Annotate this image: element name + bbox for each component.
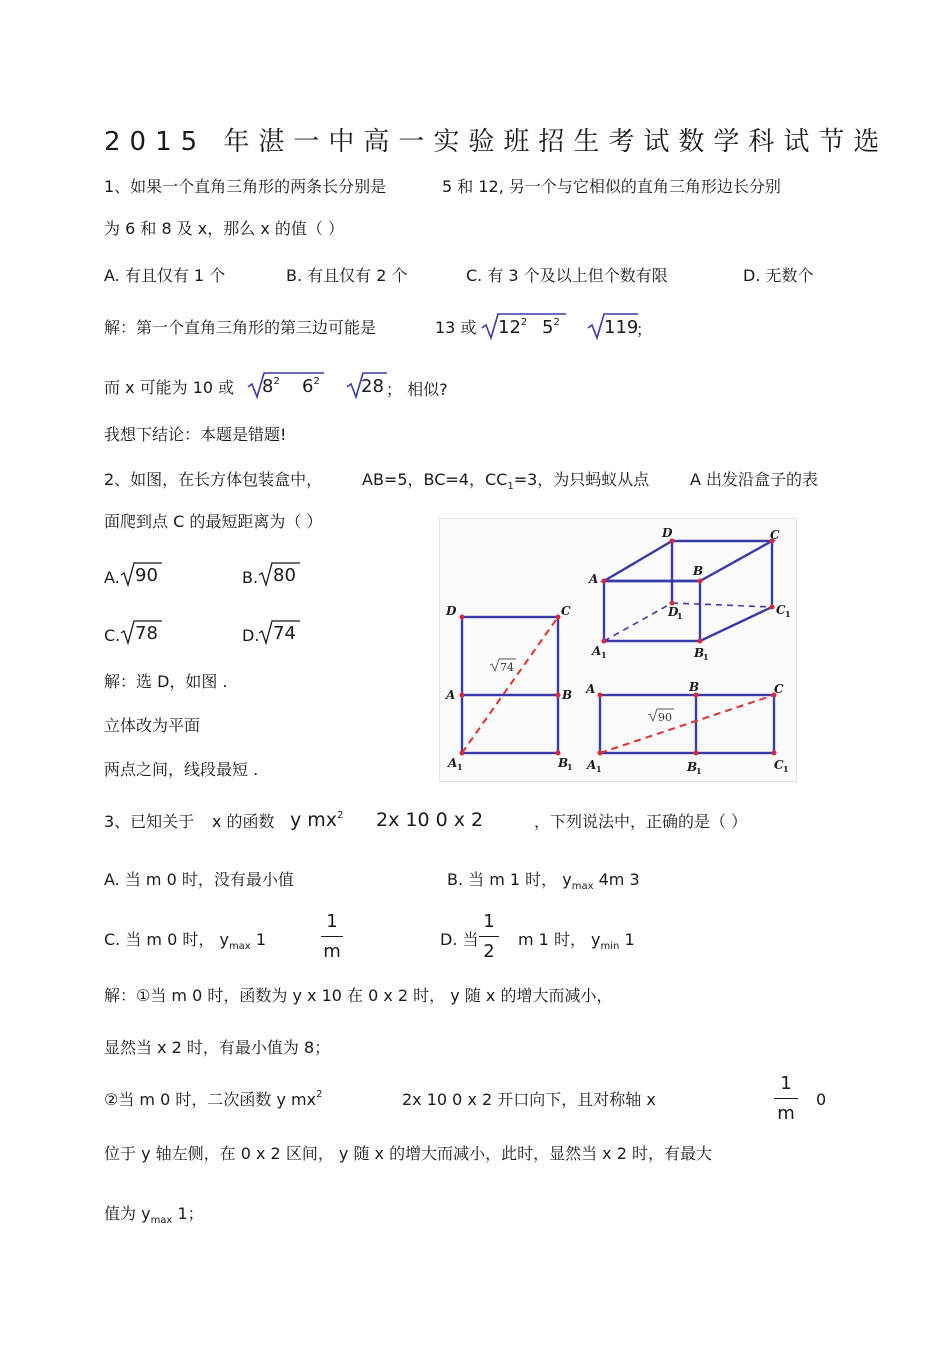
q3-solution-line2: 显然当 x 2 时，有最小值为 8； — [104, 1038, 331, 1057]
q3-solution-line5: 值为 $y_{max}$ 1； — [104, 1204, 204, 1226]
net2-label-b1: B — [687, 760, 698, 774]
net1-label-d: D — [446, 604, 457, 618]
box-label-c1: C — [776, 603, 786, 617]
q3-option-d-fraction-num: 1 — [483, 911, 495, 932]
q3-option-a: A. 当 m 0 时，没有最小值 — [104, 870, 294, 889]
q2-line2: 面爬到点 C 的最短距离为（ ） — [104, 512, 323, 531]
net1-label-b: B — [562, 688, 573, 702]
radical-value-28: 28 — [361, 376, 384, 397]
box-hidden-edge-a1d1 — [604, 603, 672, 641]
q2-option-b: B. — [242, 568, 259, 587]
net1-path-length: 74 — [500, 661, 514, 674]
q2-solution-line3: 两点之间，线段最短 . — [104, 760, 259, 779]
box-label-a1: A — [592, 644, 602, 658]
box-sub-b1: 1 — [703, 652, 709, 662]
net1-sub-a1: 1 — [457, 762, 463, 772]
net-right-points — [598, 693, 777, 756]
net-left-shortest-path — [462, 617, 558, 753]
radical-term-6: $6^2$ — [302, 376, 320, 397]
q2-option-a-radical — [120, 561, 162, 587]
q1-semicolon: ； — [636, 320, 653, 339]
net1-label-a: A — [446, 688, 456, 702]
q3-option-d-fraction-bar — [479, 936, 499, 937]
net1-sqrt-label — [490, 659, 516, 674]
q2-line1d: A 出发沿盒子的表 — [690, 470, 819, 489]
q1-conclusion: 我想下结论：本题是错题! — [104, 425, 287, 444]
q1-option-c: C. 有 3 个及以上但个数有限 — [466, 266, 668, 285]
q3-solution-line3c: 2x 10 0 x 2 开口向下，且对称轴 x — [402, 1090, 656, 1109]
radical-term-8: $8^2$ — [262, 376, 280, 397]
q2-option-a-value: 90 — [135, 565, 158, 586]
net2-label-c1: C — [774, 758, 784, 772]
q1-option-b: B. 有且仅有 2 个 — [286, 266, 408, 285]
net1-label-c: C — [561, 604, 571, 618]
q2-option-d-radical — [258, 619, 300, 645]
box-top-face — [604, 541, 772, 581]
q2-option-b-radical — [258, 561, 300, 587]
q3-option-c-fraction-num: 1 — [326, 911, 338, 932]
net2-sub-c1: 1 — [783, 764, 789, 774]
q1-option-a: A. 有且仅有 1 个 — [104, 266, 226, 285]
page-title: 2015 年湛一中高一实验班招生考试数学科试节选 — [104, 127, 889, 157]
q1-option-d: D. 无数个 — [743, 266, 814, 285]
q1-line1b: 5 和 12, 另一个与它相似的直角三角形边长分别 — [442, 177, 781, 196]
q2-option-d: D. — [242, 626, 260, 645]
q3-option-b: B. 当 m 1 时， $y_{max}$ 4m 3 — [447, 870, 640, 892]
q3-axis-zero: 0 — [816, 1090, 827, 1109]
net2-sub-b1: 1 — [696, 766, 702, 776]
net2-sub-a1: 1 — [596, 764, 602, 774]
box-sub-c1: 1 — [785, 609, 791, 619]
radical-119 — [586, 312, 638, 340]
q3-axis-fraction-bar — [774, 1098, 798, 1099]
q3-function-tail: 2x 10 0 x 2 — [376, 809, 484, 831]
q2-line1a: 2、如图，在长方体包装盒中， — [104, 470, 323, 489]
q3-solution-line1: 解：①当 m 0 时，函数为 y x 10 在 0 x 2 时， y 随 x 的增大而减小， — [104, 986, 613, 1005]
box-label-a: A — [589, 572, 599, 586]
box-label-c: C — [770, 528, 780, 542]
q2-solution-line2: 立体改为平面 — [104, 716, 201, 735]
q2-option-c-radical — [120, 619, 162, 645]
radical-term-5: $5^2$ — [542, 317, 560, 338]
net2-sqrt-label — [648, 709, 674, 724]
q1-line1a: 1、如果一个直角三角形的两条长分别是 — [104, 177, 387, 196]
cuboid-diagram — [440, 519, 796, 781]
net2-path-length: 90 — [658, 711, 672, 724]
box-sub-d1: 1 — [677, 611, 683, 621]
q2-line1b: AB=5，BC=4，$CC_1=3$，为只蚂蚁从点 — [362, 470, 650, 492]
net1-sub-b1: 1 — [567, 762, 573, 772]
box-right-edges — [700, 541, 772, 641]
box-label-b: B — [693, 564, 704, 578]
box-label-d1: D — [668, 605, 679, 619]
q3-line1f: ，下列说法中，正确的是（ ） — [534, 812, 748, 831]
q2-option-c: C. — [104, 626, 121, 645]
q1-solution-line2b: ； 相似? — [386, 380, 448, 399]
radical-value-119: 119 — [604, 317, 639, 338]
q3-option-d: D. 当 — [440, 930, 479, 949]
net1-label-b1: B — [558, 756, 569, 770]
radical-28 — [345, 371, 387, 399]
net1-label-a1: A — [448, 756, 458, 770]
q1-solution-line1b: 13 或 — [435, 318, 477, 337]
box-hidden-edge-d1c1 — [672, 603, 772, 607]
q1-solution-line1a: 解：第一个直角三角形的第三边可能是 — [104, 318, 377, 337]
geometry-figure — [439, 518, 797, 782]
net2-label-c: C — [774, 682, 784, 696]
q3-line1a: 3、已知关于 — [104, 812, 195, 831]
net2-label-b: B — [689, 680, 700, 694]
q3-option-d-tail: m 1 时， $y_{min}$ 1 — [518, 930, 635, 952]
cuboid-box — [604, 541, 772, 641]
q2-option-a: A. — [104, 568, 120, 587]
box-label-b1: B — [694, 646, 705, 660]
box-label-d: D — [662, 526, 673, 540]
q1-solution-line2a: 而 x 可能为 10 或 — [104, 378, 235, 397]
q2-solution-line1: 解：选 D，如图 . — [104, 672, 228, 691]
q3-axis-fraction-den: m — [777, 1103, 795, 1124]
net2-label-a1: A — [587, 758, 597, 772]
q3-line1b: x 的函数 — [212, 812, 275, 831]
net-left-points — [460, 615, 561, 756]
box-sub-a1: 1 — [601, 650, 607, 660]
q3-option-c-fraction-den: m — [323, 941, 341, 962]
q3-solution-line4: 位于 y 轴左侧，在 0 x 2 区间， y 随 x 的增大而减小，此时，显然当 x 2 时，有最大 — [104, 1144, 713, 1163]
q3-function: y $mx^2$ — [290, 809, 344, 831]
q2-option-d-value: 74 — [273, 623, 296, 644]
q2-option-b-value: 80 — [273, 565, 296, 586]
net2-label-a: A — [586, 682, 596, 696]
box-front-face — [604, 581, 700, 641]
radical-term-12: $12^2$ — [498, 317, 528, 338]
q3-axis-fraction-num: 1 — [780, 1073, 792, 1094]
q2-option-c-value: 78 — [135, 623, 158, 644]
net-right-shortest-path — [600, 695, 774, 753]
q1-line2: 为 6 和 8 及 x，那么 x 的值（ ） — [104, 219, 344, 238]
q3-solution-line3a: ②当 m 0 时，二次函数 y $mx^2$ — [104, 1089, 323, 1109]
q3-option-c: C. 当 m 0 时， $y_{max}$ 1 — [104, 930, 266, 952]
q3-option-c-fraction-bar — [321, 936, 343, 937]
q3-option-d-fraction-den: 2 — [483, 941, 495, 962]
radical-8-6 — [246, 371, 324, 399]
radical-12-5 — [480, 312, 566, 340]
